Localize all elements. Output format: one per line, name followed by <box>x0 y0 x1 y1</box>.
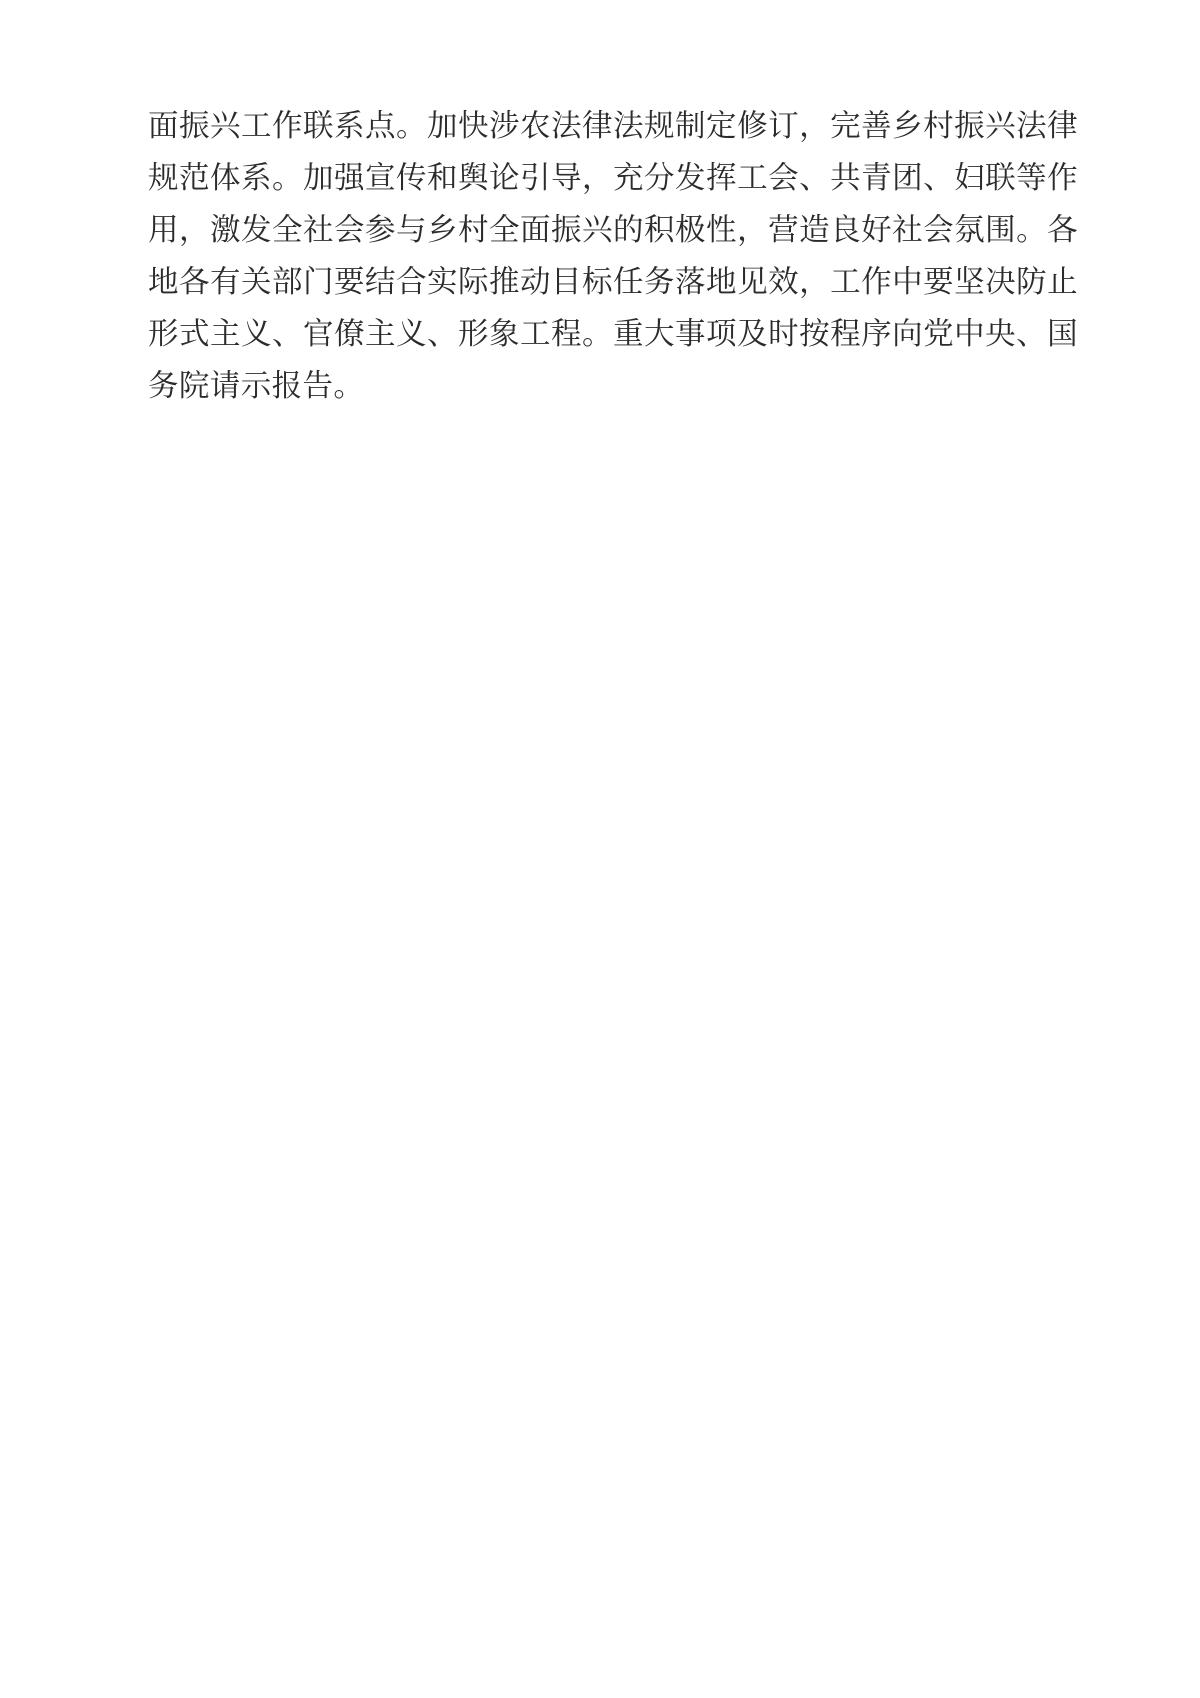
document-body <box>148 100 1078 412</box>
body-paragraph: 面振兴工作联系点。加快涉农法律法规制定修订，完善乡村振兴法律规范体系。加强宣传和舆论引导，充分发挥工会、共青团、妇联等作用，激发全社会参与乡村全面振兴的积极性，营造良好社会氛围。各地各有关部门要结合实际推动目标任务落地见效，工作中要坚决防止形式主义、官僚主义、形象工程。重大事项及时按程序向党中央、国务院请示报告。 <box>148 109 1078 403</box>
